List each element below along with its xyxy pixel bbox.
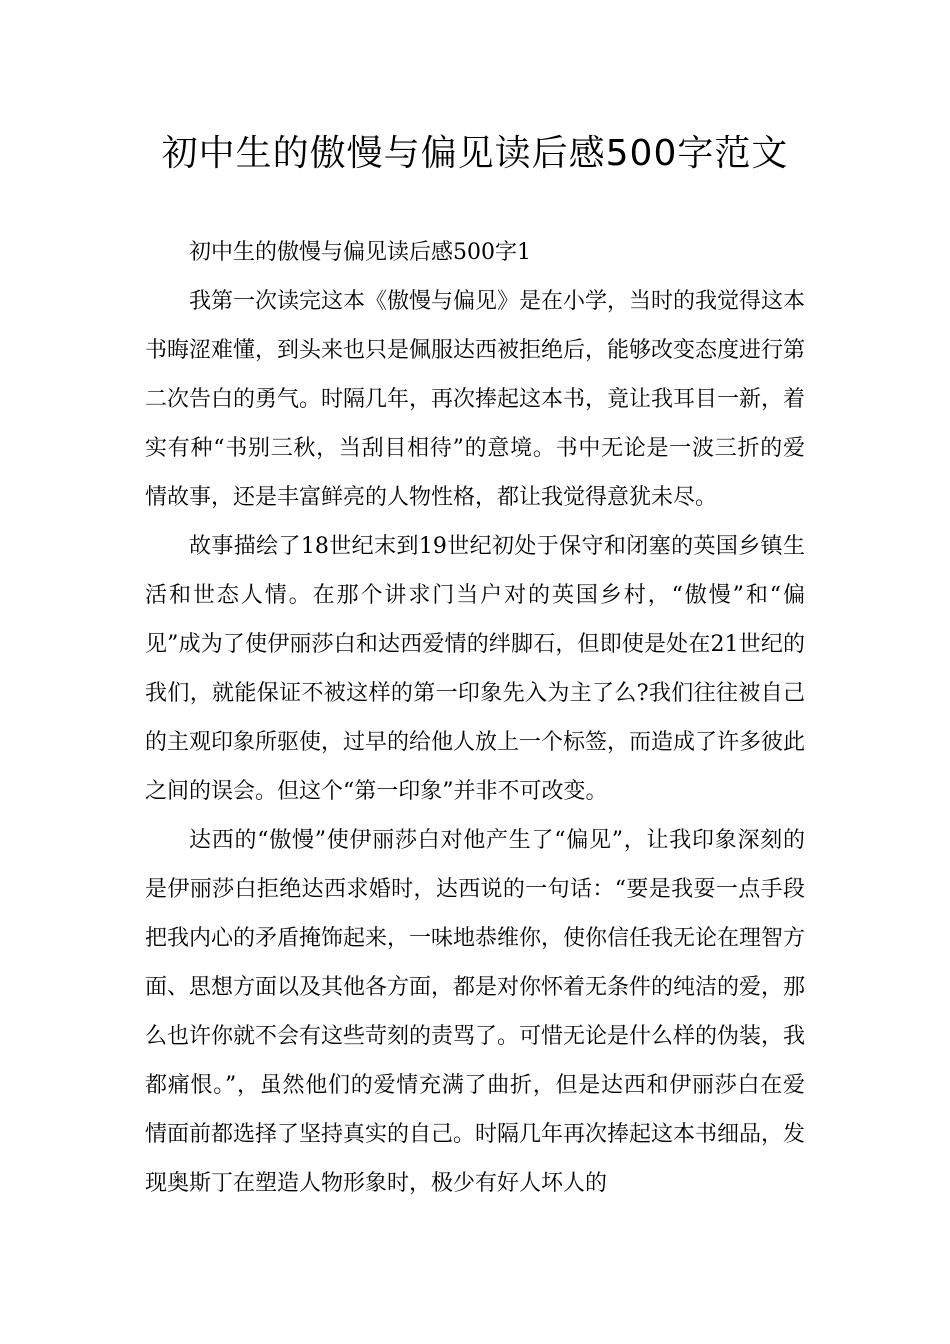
section-heading: 初中生的傲慢与偏见读后感500字1 bbox=[189, 240, 531, 265]
paragraph-1: 我第一次读完这本《傲慢与偏见》是在小学，当时的我觉得这本书晦涩难懂，到头来也只是佩服达西被拒绝后，能够改变态度进行第二次告白的勇气。时隔几年，再次捧起这本书，竟让我耳目一新，着实有种“书别三秋，当刮目相待”的意境。书中无论是一波三折的爱情故事，还是丰富鲜亮的人物性格，都让我觉得意犹未尽。 bbox=[145, 289, 806, 510]
paragraph-2: 故事描绘了18世纪末到19世纪初处于保守和闭塞的英国乡镇生活和世态人情。在那个讲求门当户对的英国乡村，“傲慢”和“偏见”成为了使伊丽莎白和达西爱情的绊脚石，但即使是处在21世纪的我们，就能保证不被这样的第一印象先入为主了么?我们往往被自己的主观印象所驱使，过早的给他人放上一个标签，而造成了许多彼此之间的误会。但这个“第一印象”并非不可改变。 bbox=[145, 534, 806, 804]
document-body bbox=[145, 228, 805, 1208]
document-title: 初中生的傲慢与偏见读后感500字范文 bbox=[161, 133, 789, 174]
paragraph-3: 达西的“傲慢”使伊丽莎白对他产生了“偏见”，让我印象深刻的是伊丽莎白拒绝达西求婚时，达西说的一句话：“要是我耍一点手段把我内心的矛盾掩饰起来，一味地恭维你，使你信任我无论在理智方面、思想方面以及其他各方面，都是对你怀着无条件的纯洁的爱，那么也许你就不会有这些苛刻的责骂了。可惜无论是什么样的伪装，我都痛恨。”，虽然他们的爱情充满了曲折，但是达西和伊丽莎白在爱情面前都选择了坚持真实的自己。时隔几年再次捧起这本书细品，发现奥斯丁在塑造人物形象时，极少有好人坏人的 bbox=[145, 828, 806, 1196]
